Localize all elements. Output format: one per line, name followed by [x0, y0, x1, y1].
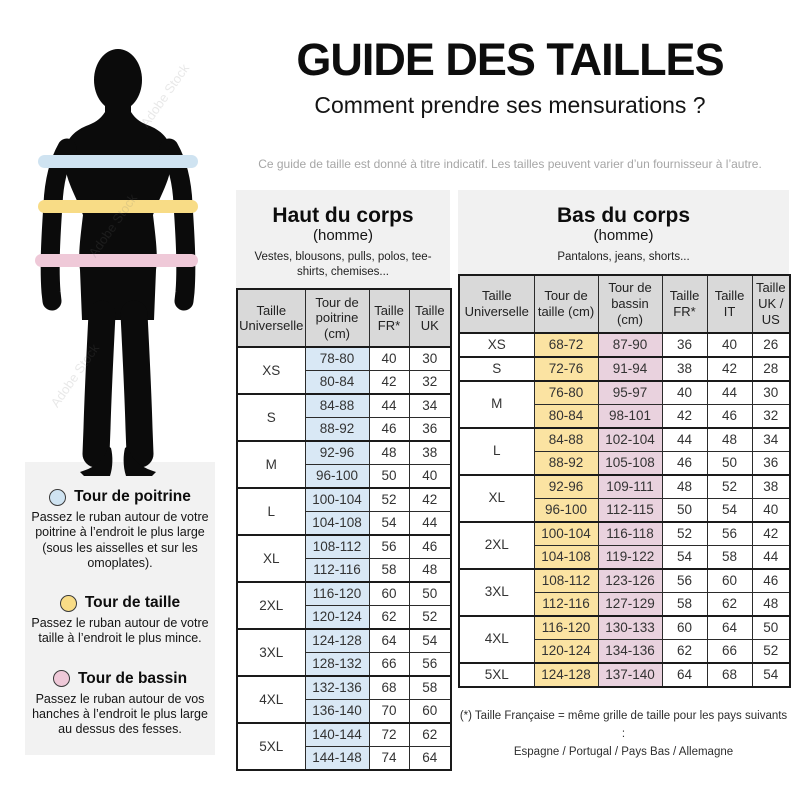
legend-color-dot — [53, 670, 70, 687]
measure-cell: 54 — [369, 512, 409, 536]
measure-cell: 44 — [662, 428, 707, 452]
body-measurement-figure — [8, 8, 232, 480]
measure-cell: 105-108 — [598, 451, 662, 475]
measure-cell: 42 — [409, 488, 451, 512]
measure-cell: 96-100 — [305, 465, 369, 489]
legend-color-dot — [49, 489, 66, 506]
measure-cell: 56 — [662, 569, 707, 593]
size-cell: XL — [459, 475, 534, 522]
measure-cell: 112-116 — [305, 559, 369, 583]
measure-cell: 42 — [707, 357, 752, 381]
measure-cell: 62 — [707, 592, 752, 616]
measure-cell: 46 — [409, 535, 451, 559]
measure-cell: 52 — [752, 639, 790, 663]
lower-body-panel — [458, 190, 789, 688]
stock-watermark: Adobe Stock — [137, 61, 193, 130]
column-header: Taille Universelle — [459, 275, 534, 333]
measure-cell: 91-94 — [598, 357, 662, 381]
measure-cell: 109-111 — [598, 475, 662, 499]
measure-cell: 38 — [662, 357, 707, 381]
measure-cell: 54 — [707, 498, 752, 522]
size-cell: 2XL — [237, 582, 305, 629]
table-row — [459, 663, 790, 687]
measure-cell: 144-148 — [305, 747, 369, 771]
measure-cell: 44 — [752, 545, 790, 569]
measure-cell: 50 — [707, 451, 752, 475]
measure-cell: 76-80 — [534, 381, 598, 405]
hips-band — [35, 254, 198, 267]
measure-cell: 50 — [752, 616, 790, 640]
size-cell: 5XL — [237, 723, 305, 770]
measure-cell: 100-104 — [534, 522, 598, 546]
size-cell: 5XL — [459, 663, 534, 687]
measure-cell: 104-108 — [534, 545, 598, 569]
measure-cell: 58 — [369, 559, 409, 583]
waist-band — [38, 200, 198, 213]
measure-cell: 112-115 — [598, 498, 662, 522]
measure-cell: 60 — [662, 616, 707, 640]
measure-cell: 50 — [662, 498, 707, 522]
table-row — [237, 582, 451, 606]
measure-cell: 34 — [409, 394, 451, 418]
measure-cell: 88-92 — [305, 418, 369, 442]
size-cell: M — [459, 381, 534, 428]
silhouette-left-arm — [50, 148, 67, 301]
table-row — [237, 535, 451, 559]
legend-label: Tour de bassin — [77, 669, 188, 687]
measure-cell: 26 — [752, 333, 790, 357]
size-cell: 2XL — [459, 522, 534, 569]
measure-cell: 130-133 — [598, 616, 662, 640]
measure-cell: 123-126 — [598, 569, 662, 593]
measure-cell: 46 — [707, 404, 752, 428]
column-header: Taille UK / US — [752, 275, 790, 333]
measure-cell: 56 — [707, 522, 752, 546]
size-cell: 3XL — [459, 569, 534, 616]
measure-cell: 36 — [409, 418, 451, 442]
table-row — [459, 428, 790, 452]
measure-cell: 52 — [707, 475, 752, 499]
measure-cell: 120-124 — [534, 639, 598, 663]
table-row — [459, 475, 790, 499]
measure-cell: 60 — [707, 569, 752, 593]
column-header: Taille UK — [409, 289, 451, 347]
column-header: Taille Universelle — [237, 289, 305, 347]
footnote-line-1: (*) Taille Française = même grille de taille pour les pays suivants : — [459, 710, 788, 740]
measure-cell: 60 — [369, 582, 409, 606]
page-header — [210, 36, 800, 119]
page-subtitle: Comment prendre ses mensurations ? — [314, 92, 706, 119]
legend-description: Passez le ruban autour de votre taille à l’endroit le plus mince. — [31, 616, 209, 646]
measure-cell: 62 — [369, 606, 409, 630]
column-header: Taille IT — [707, 275, 752, 333]
measure-cell: 40 — [409, 465, 451, 489]
measure-cell: 134-136 — [598, 639, 662, 663]
measure-cell: 52 — [409, 606, 451, 630]
measure-cell: 137-140 — [598, 663, 662, 687]
measure-cell: 50 — [409, 582, 451, 606]
measure-cell: 102-104 — [598, 428, 662, 452]
stock-watermark: Adobe Stock — [47, 341, 103, 410]
upper-body-subtitle: (homme) — [312, 227, 373, 245]
column-header: Taille FR* — [662, 275, 707, 333]
measure-cell: 78-80 — [305, 347, 369, 371]
measure-cell: 124-128 — [305, 629, 369, 653]
legend-description: Passez le ruban autour de votre poitrine à l’endroit le plus large (sous les aisselles et sur les omoplates). — [31, 510, 209, 570]
measure-cell: 42 — [752, 522, 790, 546]
silhouette-right-arm — [169, 148, 186, 301]
size-cell: XS — [459, 333, 534, 357]
size-cell: XL — [237, 535, 305, 582]
page-title: GUIDE DES TAILLES — [296, 34, 724, 85]
size-cell: 3XL — [237, 629, 305, 676]
legend-color-dot — [60, 595, 77, 612]
measure-cell: 108-112 — [305, 535, 369, 559]
lower-body-title: Bas du corps — [556, 204, 691, 227]
measure-cell: 38 — [409, 441, 451, 465]
measure-cell: 54 — [662, 545, 707, 569]
measure-cell: 36 — [752, 451, 790, 475]
measure-cell: 56 — [409, 653, 451, 677]
measure-cell: 80-84 — [305, 371, 369, 395]
size-cell: M — [237, 441, 305, 488]
measure-cell: 72-76 — [534, 357, 598, 381]
measure-cell: 66 — [369, 653, 409, 677]
measure-cell: 84-88 — [305, 394, 369, 418]
measure-cell: 80-84 — [534, 404, 598, 428]
measure-cell: 48 — [662, 475, 707, 499]
lower-body-subtitle: (homme) — [593, 227, 654, 245]
measure-cell: 58 — [707, 545, 752, 569]
column-header: Tour de bassin (cm) — [598, 275, 662, 333]
measure-cell: 46 — [369, 418, 409, 442]
silhouette-right-leg — [134, 314, 140, 454]
measure-cell: 48 — [752, 592, 790, 616]
measure-cell: 70 — [369, 700, 409, 724]
size-cell: S — [459, 357, 534, 381]
measure-cell: 74 — [369, 747, 409, 771]
measure-cell: 68 — [707, 663, 752, 687]
measure-cell: 98-101 — [598, 404, 662, 428]
measure-cell: 40 — [369, 347, 409, 371]
upper-body-title: Haut du corps — [272, 204, 414, 227]
footnote-line-2: Espagne / Portugal / Pays Bas / Allemagne — [513, 745, 734, 758]
measure-cell: 60 — [409, 700, 451, 724]
measure-cell: 128-132 — [305, 653, 369, 677]
column-header: Tour de poitrine (cm) — [305, 289, 369, 347]
measure-cell: 87-90 — [598, 333, 662, 357]
measure-cell: 36 — [662, 333, 707, 357]
measure-cell: 38 — [752, 475, 790, 499]
table-row — [459, 616, 790, 640]
size-cell: 4XL — [237, 676, 305, 723]
measure-cell: 72 — [369, 723, 409, 747]
measure-cell: 112-116 — [534, 592, 598, 616]
silhouette-left-leg — [96, 314, 102, 454]
measure-cell: 40 — [752, 498, 790, 522]
chest-band — [38, 155, 198, 168]
measure-cell: 46 — [752, 569, 790, 593]
measure-cell: 140-144 — [305, 723, 369, 747]
lower-body-description: Pantalons, jeans, shorts... — [557, 251, 690, 264]
legend-label: Tour de poitrine — [74, 488, 191, 505]
measure-cell: 30 — [752, 381, 790, 405]
table-row — [237, 676, 451, 700]
measure-cell: 132-136 — [305, 676, 369, 700]
upper-body-size-table — [236, 288, 452, 771]
column-header: Tour de taille (cm) — [534, 275, 598, 333]
measure-cell: 48 — [707, 428, 752, 452]
disclaimer-text: Ce guide de taille est donné à titre indicatif. Les tailles peuvent varier d’un fournisseur à l’autre. — [258, 157, 762, 171]
measure-cell: 58 — [409, 676, 451, 700]
table-row — [459, 333, 790, 357]
measure-cell: 32 — [409, 371, 451, 395]
measurement-legend — [25, 462, 215, 755]
size-cell: L — [459, 428, 534, 475]
measure-cell: 66 — [707, 639, 752, 663]
measure-cell: 34 — [752, 428, 790, 452]
legend-description: Passez le ruban autour de vos hanches à l’endroit le plus large au dessus des fesses. — [32, 691, 208, 736]
measure-cell: 50 — [369, 465, 409, 489]
measure-cell: 92-96 — [305, 441, 369, 465]
table-row — [237, 347, 451, 371]
measure-cell: 30 — [409, 347, 451, 371]
table-row — [459, 522, 790, 546]
measure-cell: 56 — [369, 535, 409, 559]
legend-entry — [27, 670, 213, 738]
table-row — [237, 488, 451, 512]
measure-cell: 116-118 — [598, 522, 662, 546]
measure-cell: 62 — [662, 639, 707, 663]
measure-cell: 52 — [369, 488, 409, 512]
legend-entry — [27, 594, 213, 647]
measure-cell: 68-72 — [534, 333, 598, 357]
measure-cell: 120-124 — [305, 606, 369, 630]
measure-cell: 88-92 — [534, 451, 598, 475]
measure-cell: 127-129 — [598, 592, 662, 616]
table-row — [237, 441, 451, 465]
measure-cell: 58 — [662, 592, 707, 616]
measure-cell: 40 — [707, 333, 752, 357]
measure-cell: 48 — [369, 441, 409, 465]
legend-label: Tour de taille — [84, 594, 181, 611]
table-row — [459, 569, 790, 593]
measure-cell: 44 — [409, 512, 451, 536]
measure-cell: 42 — [369, 371, 409, 395]
measure-cell: 62 — [409, 723, 451, 747]
measure-cell: 116-120 — [534, 616, 598, 640]
male-silhouette — [8, 8, 232, 480]
measure-cell: 44 — [707, 381, 752, 405]
measure-cell: 28 — [752, 357, 790, 381]
measure-cell: 54 — [752, 663, 790, 687]
size-cell: L — [237, 488, 305, 535]
measure-cell: 84-88 — [534, 428, 598, 452]
table-row — [237, 629, 451, 653]
size-cell: 4XL — [459, 616, 534, 663]
measure-cell: 40 — [662, 381, 707, 405]
measure-cell: 52 — [662, 522, 707, 546]
measure-cell: 95-97 — [598, 381, 662, 405]
measure-cell: 44 — [369, 394, 409, 418]
measure-cell: 64 — [662, 663, 707, 687]
measure-cell: 96-100 — [534, 498, 598, 522]
measure-cell: 64 — [369, 629, 409, 653]
measure-cell: 104-108 — [305, 512, 369, 536]
size-cell: XS — [237, 347, 305, 394]
measure-cell: 32 — [752, 404, 790, 428]
measure-cell: 124-128 — [534, 663, 598, 687]
measure-cell: 42 — [662, 404, 707, 428]
legend-entry — [27, 488, 213, 571]
table-row — [237, 723, 451, 747]
column-header: Taille FR* — [369, 289, 409, 347]
upper-body-description: Vestes, blousons, pulls, polos, tee-shirts, chemises... — [254, 251, 432, 278]
measure-cell: 119-122 — [598, 545, 662, 569]
upper-body-panel — [236, 190, 450, 771]
measure-cell: 108-112 — [534, 569, 598, 593]
measure-cell: 48 — [409, 559, 451, 583]
measure-cell: 136-140 — [305, 700, 369, 724]
measure-cell: 64 — [707, 616, 752, 640]
table-row — [459, 357, 790, 381]
measure-cell: 46 — [662, 451, 707, 475]
size-cell: S — [237, 394, 305, 441]
lower-body-size-table — [458, 274, 791, 688]
measure-cell: 54 — [409, 629, 451, 653]
measure-cell: 92-96 — [534, 475, 598, 499]
measure-cell: 100-104 — [305, 488, 369, 512]
table-row — [459, 381, 790, 405]
measure-cell: 68 — [369, 676, 409, 700]
measure-cell: 116-120 — [305, 582, 369, 606]
french-size-footnote — [458, 708, 789, 761]
measure-cell: 64 — [409, 747, 451, 771]
table-row — [237, 394, 451, 418]
